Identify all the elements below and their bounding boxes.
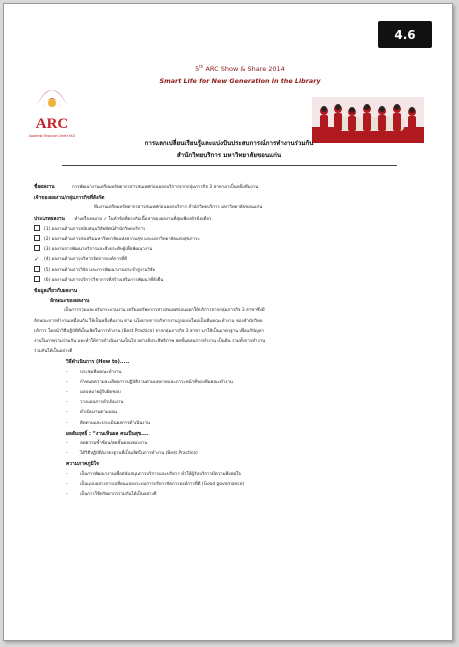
option-row[interactable]: (3) ผลงานการพัฒนาบริการและสิ่งประดิษฐ์เพื่อพัฒนางาน xyxy=(34,245,429,255)
method-step: - มอบหมายผู้รับผิดชอบ xyxy=(66,390,121,396)
heading-line-2: สำนักวิทยบริการ มหาวิทยาลัยขอนแก่น xyxy=(176,152,282,159)
type-label: ประเภทผลงาน xyxy=(34,215,65,222)
event-subtitle: Smart Life for New Generation in the Library xyxy=(159,77,321,86)
owner-label: เจ้าของผลงาน/กลุ่มภารกิจที่สังกัด xyxy=(34,195,105,202)
method-step: - ประชุมทีมคณะทำงาน xyxy=(66,369,122,375)
type-row xyxy=(34,214,429,225)
option-row[interactable]: (5) ผลงานด้านการวิจัย และการพัฒนางานประจำสู่งานวิจัย xyxy=(34,266,429,276)
summary-line-5: ร่วมกันได้เป็นอย่างดี xyxy=(34,349,73,355)
method-step: - วางแผนการดำเนินงาน xyxy=(66,400,124,406)
event-title: 5th ARC Show & Share 2014 xyxy=(195,64,285,74)
checkbox[interactable] xyxy=(34,225,40,231)
summary-line-3: บริการ โดยนำวิธีปฏิบัติที่เป็นเลิศในการทำงาน (Best Practice) จากกลุ่มภารกิจ 3 สาขา มาใช้เป็นมาตรฐาน เพื่อแก้ปัญหา xyxy=(34,328,264,334)
type-instruction: ทำเครื่องหมาย ✓ ในหัวข้อที่ตรงกับเนื้อหาของผลงานที่สุดเพียงหัวข้อเดียว xyxy=(74,216,212,222)
page-number-badge: 4.6 xyxy=(378,21,432,48)
work-name-label: ชื่อผลงาน xyxy=(34,184,55,190)
proud-item: - เป็นแบบอย่างการเปลี่ยนแปลงระบบการบริหารจัดการองค์การที่ดี (Good governance) xyxy=(66,481,245,487)
checkmark-icon[interactable]: ✓ xyxy=(34,256,40,264)
method-step: - กำหนดความละเอียดการปฏิบัติงานตามบทบาทและภาระหน้าที่ของทีมคณะทำงาน xyxy=(66,379,233,385)
summary-line-2: ลักษณะการทำงานเหมือนกัน ให้เป็นหนึ่งทีมงาน ตาม นโยบายการบริหารงานรูปแบบใหม่เป็นทีมคณะทำงาน ของสำนักวิทย xyxy=(34,318,263,324)
method-step: - ติดตามและประเมินผลการดำเนินงาน xyxy=(66,420,150,426)
work-name-value: การพัฒนางานเตรียมทรัพยากรสารสนเทศก่อนออกบริการจากกลุ่มภารกิจ 3 สาขามาเป็นหนึ่งทีมงาน xyxy=(72,185,259,190)
checkbox[interactable] xyxy=(34,245,40,251)
document-body xyxy=(34,182,429,500)
proud-item: - เป็นการใช้ทรัพยากรร่วมกันได้เป็นอย่างดี xyxy=(66,492,157,498)
work-name-row xyxy=(34,182,429,193)
method-step: - ดำเนินงานตามแผน xyxy=(66,410,118,416)
summary-title: ลักษณะของผลงาน xyxy=(50,298,90,305)
document-heading xyxy=(64,138,394,162)
checkbox[interactable] xyxy=(34,266,40,272)
option-row[interactable]: (1) ผลงานด้านการสนับสนุนวิสัยทัศน์สำนักวิทยบริการ xyxy=(34,225,429,235)
result-item: - ได้วิธีปฏิบัติ/มาตรฐานที่เป็นเลิศในการทำงาน (Best Practice) xyxy=(66,451,198,457)
event-header xyxy=(124,62,356,86)
option-row[interactable]: (2) ผลงานด้านการส่งเสริมมหาวิทยาลัยแห่งความสุข และมหาวิทยาลัยแห่งสุขภาวะ xyxy=(34,235,429,245)
team-photo xyxy=(312,97,424,143)
method-title: วิธีดำเนินการ (How to)..... xyxy=(66,359,130,366)
summary-line-1: เป็นการรวมและปรับกระบวนงาน เตรียมทรัพยากรสารสนเทศก่อนออกให้บริการจากกลุ่มภารกิจ 3 สาขาซึ่งมี xyxy=(64,308,265,314)
option-row-checked[interactable]: ✓ (4) ผลงานด้านการบริหารจัดการองค์การที่ดี xyxy=(34,255,429,265)
owner-value: ทีมงานเตรียมทรัพยากรสารสนเทศก่อนออกบริการ สำนักวิทยบริการ มหาวิทยาลัยขอนแก่น xyxy=(94,205,263,211)
checkbox[interactable] xyxy=(34,235,40,241)
heading-line-1: การแลกเปลี่ยนเรียนรู้และแบ่งปันประสบการณ์การทำงานร่วมกัน xyxy=(144,140,314,147)
document-page xyxy=(3,3,453,641)
heading-divider xyxy=(62,165,397,166)
info-title: ข้อมูลเกี่ยวกับผลงาน xyxy=(34,288,78,295)
option-row[interactable]: (6) ผลงานด้านการบริการวิชาการที่สร้างเสริมการพัฒนาที่ยั่งยืน xyxy=(34,276,429,286)
summary-line-4: งานในภาพรวมร่วมกัน และทำให้การดำเนินงานเป็นไป อย่างมีประสิทธิภาพ ลดขั้นตอนการทำงาน เป็นต้น รวมทั้งการทำงาน xyxy=(34,339,266,345)
result-item: - ลดความซ้ำซ้อน/ลดขั้นตอนของงาน xyxy=(66,441,148,447)
svg-text:ARC: ARC xyxy=(35,116,69,132)
svg-text:Academic Resource Center KKU: Academic Resource Center KKU xyxy=(28,134,76,138)
results-title: ผลสัมฤทธิ์ : “งานเห็นผล คนเป็นสุข.... xyxy=(66,430,149,437)
proud-title: ความภาคภูมิใจ xyxy=(66,461,99,468)
proud-item: - เป็นการพัฒนางานเพื่อสนับสนุนการบริการและบริหาร ทำให้ผู้รับบริการมีความพึงพอใจ xyxy=(66,471,241,477)
checkbox[interactable] xyxy=(34,276,40,282)
